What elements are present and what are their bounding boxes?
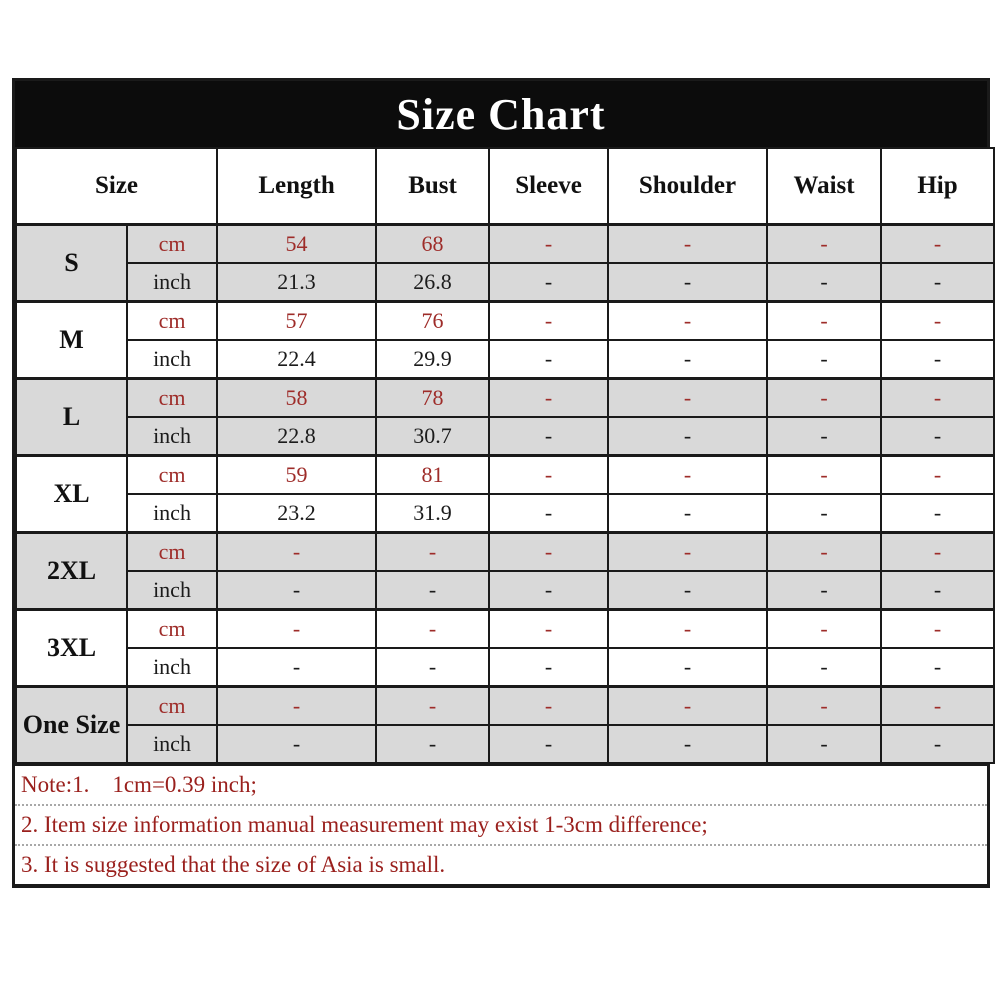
unit-label-cm: cm	[127, 610, 217, 649]
size-table	[15, 147, 995, 764]
value-cell: -	[767, 302, 881, 341]
value-cell: -	[608, 302, 767, 341]
unit-label-inch: inch	[127, 340, 217, 379]
value-cell: -	[767, 456, 881, 495]
size-chart-title: Size Chart	[396, 89, 606, 139]
value-cell: -	[376, 571, 489, 610]
value-cell: -	[767, 533, 881, 572]
value-cell: -	[881, 302, 994, 341]
value-cell: 31.9	[376, 494, 489, 533]
value-cell: -	[608, 571, 767, 610]
value-cell: -	[881, 456, 994, 495]
row-one-size-cm	[16, 687, 994, 726]
size-label-s: S	[16, 225, 127, 302]
note-1: Note:1. 1cm=0.39 inch;	[21, 772, 257, 797]
value-cell: 76	[376, 302, 489, 341]
value-cell: -	[489, 571, 608, 610]
value-cell: -	[881, 725, 994, 763]
value-cell: -	[881, 225, 994, 264]
value-cell: -	[489, 302, 608, 341]
value-cell: -	[608, 225, 767, 264]
value-cell: -	[881, 687, 994, 726]
value-cell: -	[489, 417, 608, 456]
unit-label-cm: cm	[127, 225, 217, 264]
col-header-length: Length	[217, 148, 376, 225]
note-2: 2. Item size information manual measurement may exist 1-3cm difference;	[15, 804, 987, 844]
value-cell: -	[767, 263, 881, 302]
unit-label-inch: inch	[127, 494, 217, 533]
value-cell: -	[608, 379, 767, 418]
value-cell: 30.7	[376, 417, 489, 456]
unit-label-cm: cm	[127, 379, 217, 418]
value-cell: -	[608, 610, 767, 649]
value-cell: -	[881, 340, 994, 379]
unit-label-cm: cm	[127, 687, 217, 726]
row-3xl-cm	[16, 610, 994, 649]
value-cell: -	[489, 687, 608, 726]
row-xl-inch	[16, 494, 994, 533]
value-cell: -	[489, 340, 608, 379]
value-cell: -	[489, 648, 608, 687]
value-cell: -	[217, 648, 376, 687]
value-cell: -	[608, 725, 767, 763]
value-cell: -	[767, 725, 881, 763]
value-cell: -	[217, 610, 376, 649]
value-cell: 57	[217, 302, 376, 341]
value-cell: -	[217, 725, 376, 763]
row-l-inch	[16, 417, 994, 456]
row-l-cm	[16, 379, 994, 418]
value-cell: -	[881, 263, 994, 302]
row-s-inch	[16, 263, 994, 302]
value-cell: -	[881, 648, 994, 687]
row-one-size-inch	[16, 725, 994, 763]
value-cell: -	[376, 533, 489, 572]
value-cell: -	[881, 571, 994, 610]
value-cell: -	[489, 610, 608, 649]
value-cell: -	[767, 610, 881, 649]
unit-label-cm: cm	[127, 533, 217, 572]
value-cell: 81	[376, 456, 489, 495]
value-cell: -	[608, 533, 767, 572]
col-header-size: Size	[16, 148, 217, 225]
value-cell: 26.8	[376, 263, 489, 302]
value-cell: -	[489, 379, 608, 418]
value-cell: -	[376, 648, 489, 687]
size-label-xl: XL	[16, 456, 127, 533]
value-cell: -	[608, 494, 767, 533]
value-cell: -	[881, 610, 994, 649]
value-cell: -	[376, 610, 489, 649]
value-cell: 21.3	[217, 263, 376, 302]
col-header-sleeve: Sleeve	[489, 148, 608, 225]
col-header-bust: Bust	[376, 148, 489, 225]
unit-label-inch: inch	[127, 417, 217, 456]
size-label-one-size: One Size	[16, 687, 127, 764]
col-header-hip: Hip	[881, 148, 994, 225]
size-chart-title-band	[15, 81, 987, 147]
unit-label-inch: inch	[127, 725, 217, 763]
value-cell: -	[489, 263, 608, 302]
row-2xl-inch	[16, 571, 994, 610]
value-cell: -	[489, 456, 608, 495]
size-label-2xl: 2XL	[16, 533, 127, 610]
value-cell: 54	[217, 225, 376, 264]
size-chart	[12, 78, 990, 888]
value-cell: 59	[217, 456, 376, 495]
value-cell: -	[608, 648, 767, 687]
value-cell: 58	[217, 379, 376, 418]
value-cell: -	[217, 687, 376, 726]
row-s-cm	[16, 225, 994, 264]
size-table-body	[16, 225, 994, 764]
size-label-3xl: 3XL	[16, 610, 127, 687]
row-m-cm	[16, 302, 994, 341]
size-label-l: L	[16, 379, 127, 456]
unit-label-cm: cm	[127, 456, 217, 495]
value-cell: -	[489, 725, 608, 763]
value-cell: -	[881, 379, 994, 418]
value-cell: -	[217, 571, 376, 610]
value-cell: 22.8	[217, 417, 376, 456]
note-3: 3. It is suggested that the size of Asia is small.	[15, 844, 987, 884]
value-cell: -	[767, 340, 881, 379]
notes-section	[15, 764, 987, 884]
row-2xl-cm	[16, 533, 994, 572]
unit-label-cm: cm	[127, 302, 217, 341]
row-3xl-inch	[16, 648, 994, 687]
value-cell: -	[608, 456, 767, 495]
value-cell: -	[767, 648, 881, 687]
value-cell: -	[767, 379, 881, 418]
value-cell: 68	[376, 225, 489, 264]
value-cell: 78	[376, 379, 489, 418]
unit-label-inch: inch	[127, 648, 217, 687]
value-cell: -	[608, 417, 767, 456]
col-header-waist: Waist	[767, 148, 881, 225]
header-row	[16, 148, 994, 225]
value-cell: -	[608, 340, 767, 379]
value-cell: -	[767, 687, 881, 726]
value-cell: -	[767, 417, 881, 456]
unit-label-inch: inch	[127, 571, 217, 610]
value-cell: -	[217, 533, 376, 572]
value-cell: -	[608, 687, 767, 726]
value-cell: -	[608, 263, 767, 302]
value-cell: -	[489, 494, 608, 533]
value-cell: 23.2	[217, 494, 376, 533]
unit-label-inch: inch	[127, 263, 217, 302]
value-cell: -	[489, 225, 608, 264]
value-cell: -	[767, 571, 881, 610]
value-cell: -	[881, 494, 994, 533]
value-cell: -	[376, 687, 489, 726]
value-cell: -	[881, 417, 994, 456]
value-cell: -	[489, 533, 608, 572]
value-cell: -	[767, 225, 881, 264]
row-xl-cm	[16, 456, 994, 495]
value-cell: -	[376, 725, 489, 763]
col-header-shoulder: Shoulder	[608, 148, 767, 225]
value-cell: 22.4	[217, 340, 376, 379]
row-m-inch	[16, 340, 994, 379]
value-cell: -	[767, 494, 881, 533]
value-cell: -	[881, 533, 994, 572]
value-cell: 29.9	[376, 340, 489, 379]
size-label-m: M	[16, 302, 127, 379]
